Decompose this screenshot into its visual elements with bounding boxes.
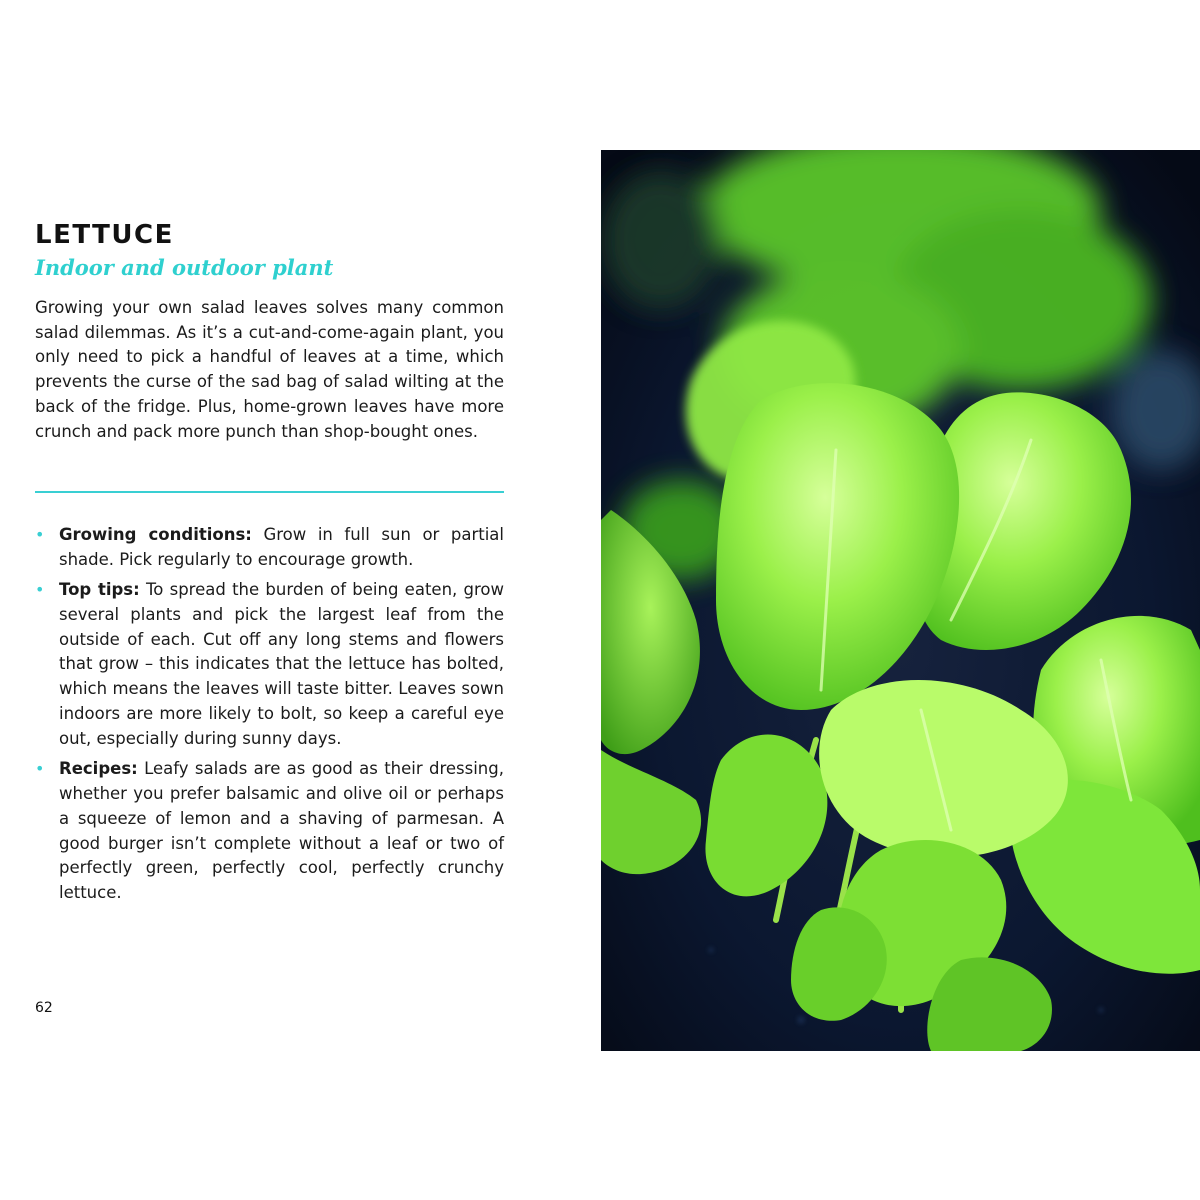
- tip-label: Growing conditions:: [59, 525, 252, 544]
- tip-top-tips: [35, 578, 504, 752]
- bullet-icon: •: [35, 580, 45, 600]
- page-number: 62: [35, 1000, 53, 1016]
- bullet-icon: •: [35, 525, 45, 544]
- tip-text: Leafy salads are as good as their dressing, whether you prefer balsamic and olive oil or perhaps a squeeze of lemon and a shaving of parmesan. A good burger isn’t complete without a leaf or two of perfectly green, perfectly cool, perfectly crunchy lettuce.: [59, 759, 504, 903]
- section-divider: [35, 491, 504, 493]
- tip-text: To spread the burden of being eaten, grow several plants and pick the largest leaf from the outside of each. Cut off any long stems and flowers that grow – this indicates that the lettuce has bolted, which means the leaves will taste bitter. Leaves sown indoors are more likely to bolt, so keep a careful eye out, especially during sunny days.: [59, 580, 504, 748]
- tip-label: Recipes:: [59, 759, 138, 779]
- tip-recipes: [35, 757, 504, 906]
- tip-growing-conditions: [35, 523, 504, 573]
- lettuce-photo: [601, 150, 1200, 1051]
- tip-label: Top tips:: [59, 580, 140, 600]
- bullet-icon: •: [35, 759, 45, 779]
- lettuce-illustration: [601, 150, 1200, 1051]
- tip-text: Grow in full sun or partial shade. Pick regularly to encourage growth.: [59, 525, 505, 569]
- page-title: LETTUCE: [35, 220, 174, 250]
- tips-list: [35, 523, 504, 911]
- intro-paragraph: Growing your own salad leaves solves many common salad dilemmas. As it’s a cut-and-come-again plant, you only need to pick a handful of leaves at a time, which prevents the curse of the sad bag of salad wilting at the back of the fridge. Plus, home-grown leaves have more crunch and pack more punch than shop-bought ones.: [35, 298, 504, 441]
- page-subtitle: Indoor and outdoor plant: [35, 255, 334, 280]
